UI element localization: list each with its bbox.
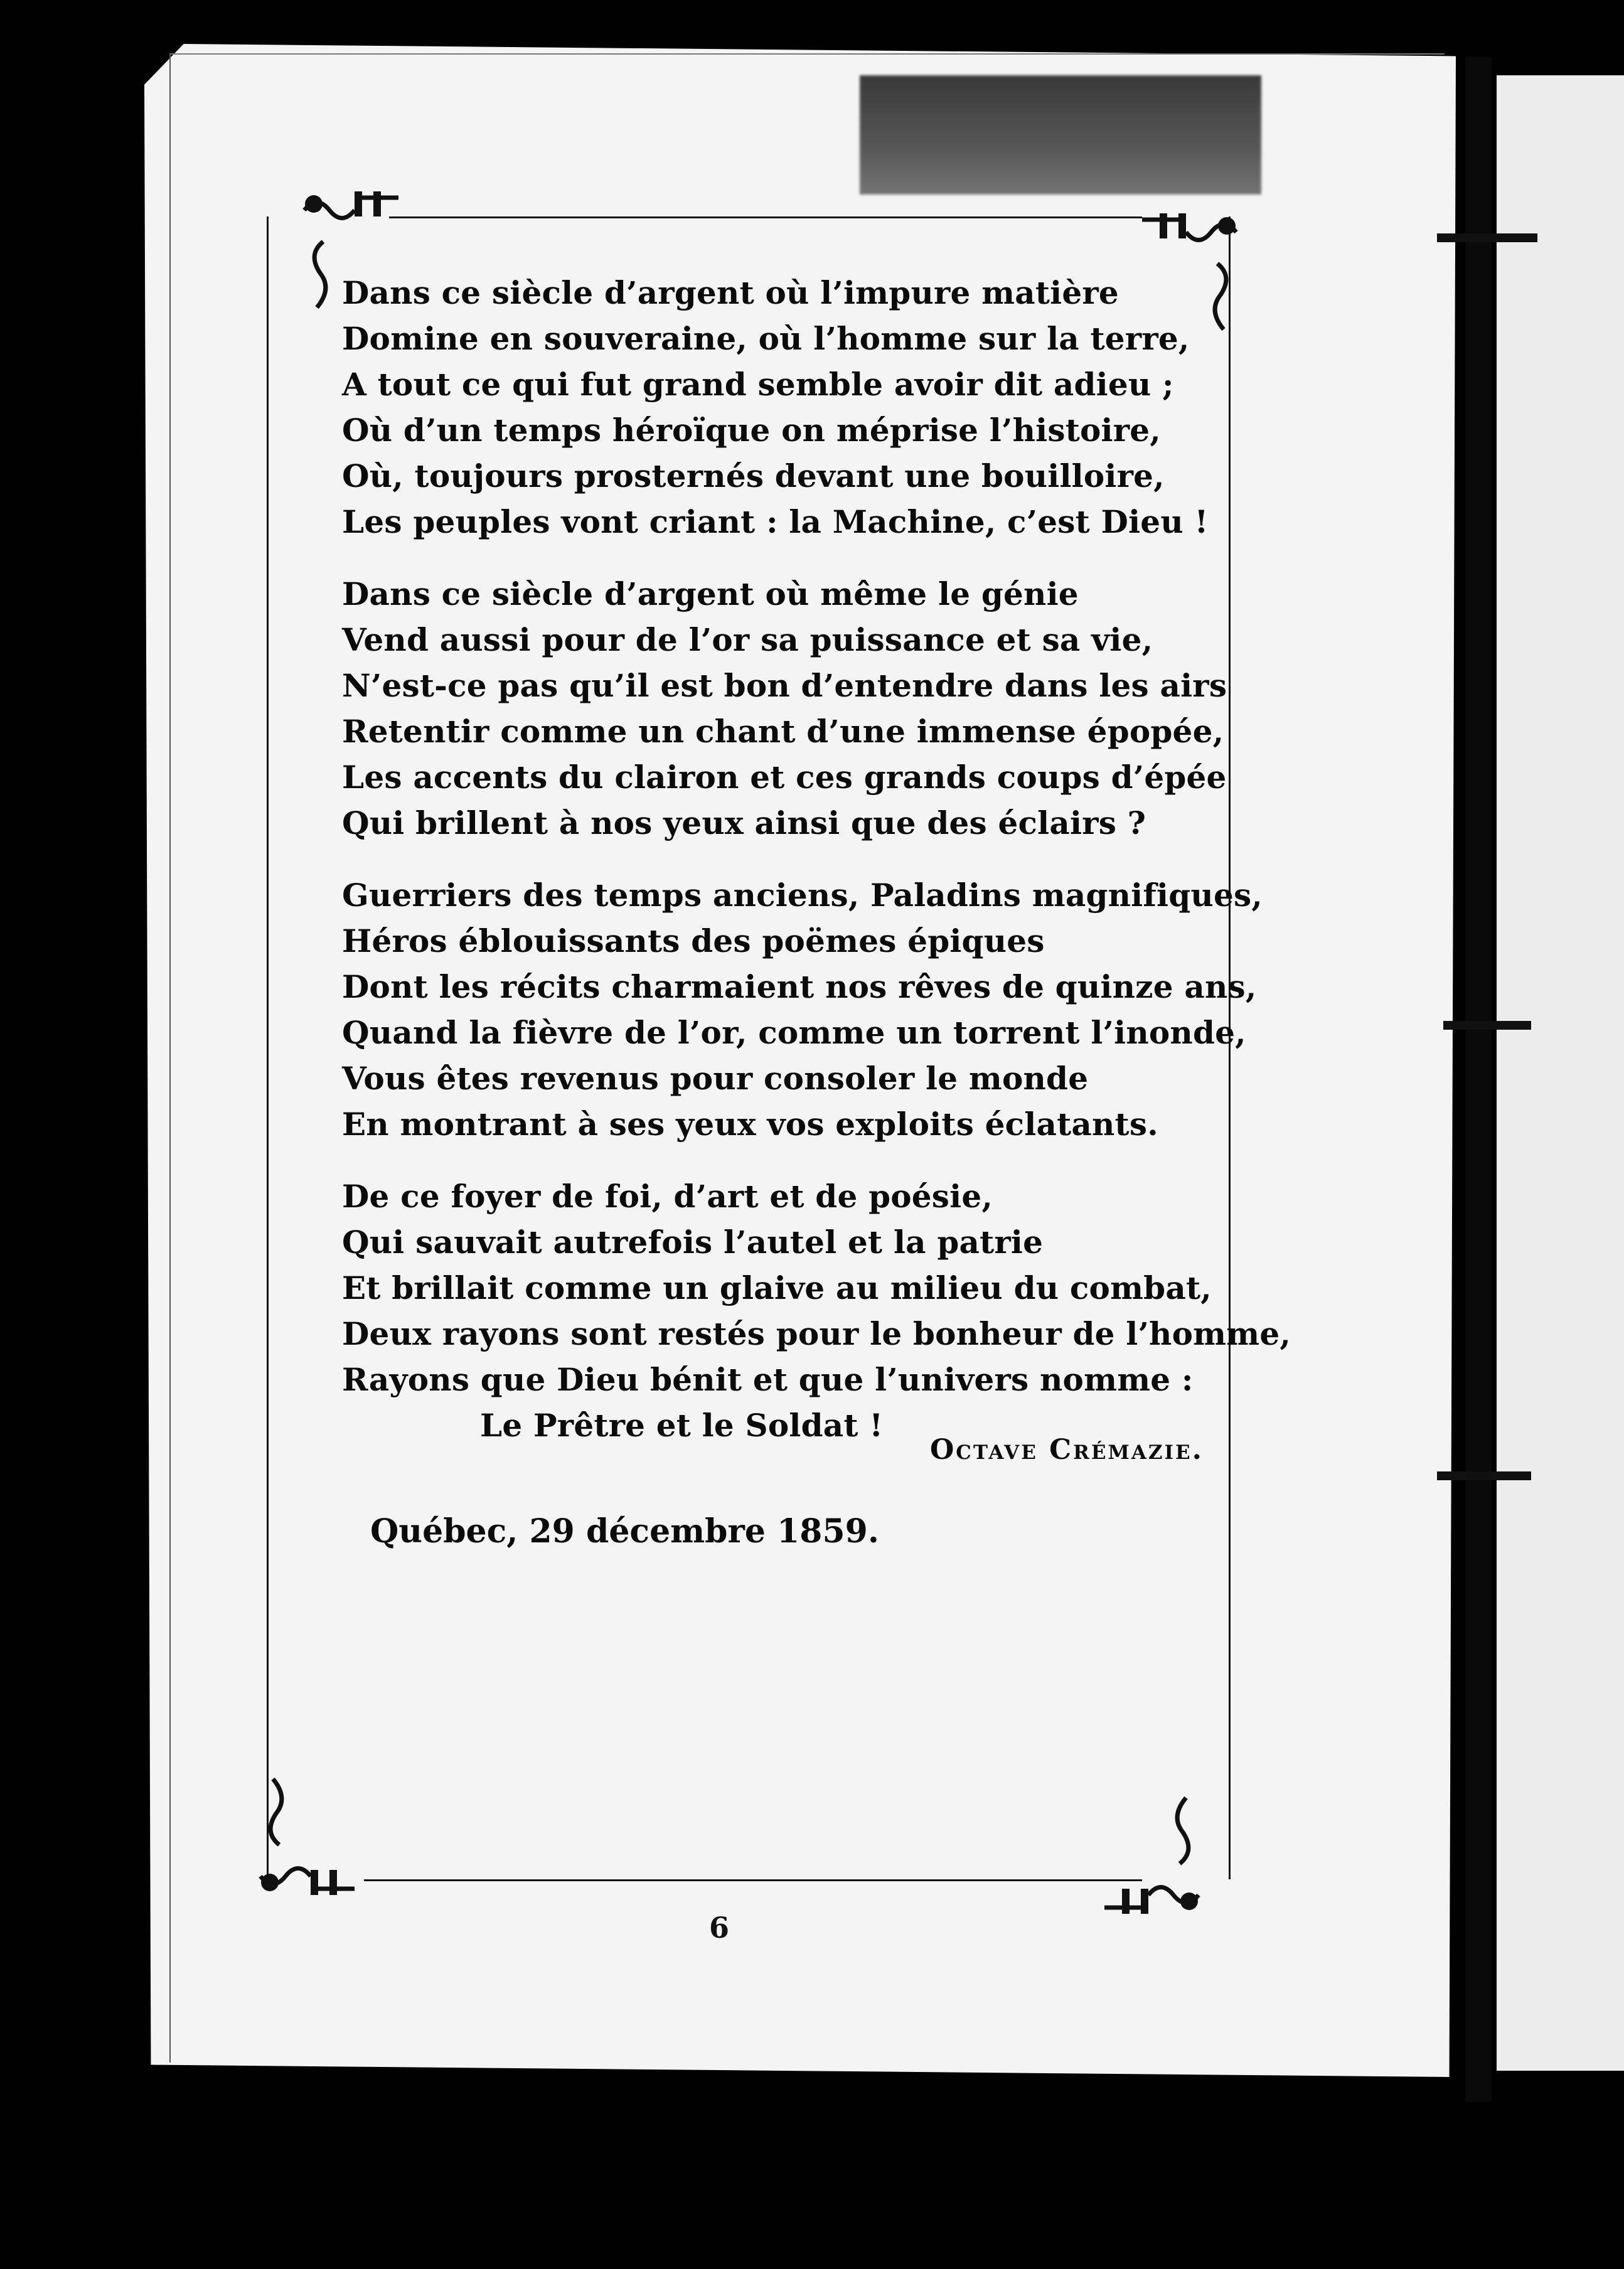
spine-mark [1437,1471,1531,1480]
poem-line: Deux rayons sont restés pour le bonheur de l’homme, [342,1315,1291,1352]
poem-line: Dont les récits charmaient nos rêves de quinze ans, [342,968,1257,1005]
poem-body [342,270,1291,1475]
poem-line: N’est-ce pas qu’il est bon d’entendre dans les airs [342,667,1227,704]
poem-line: Guerriers des temps anciens, Paladins magnifiques, [342,877,1263,914]
poem-line: Les accents du clairon et ces grands coups d’épée [342,759,1227,796]
poem-line: Quand la fièvre de l’or, comme un torrent l’inonde, [342,1014,1246,1051]
stanza [342,1173,1291,1448]
poem-line: Dans ce siècle d’argent où même le génie [342,575,1079,612]
frame-bottom-rule [364,1879,1142,1881]
book-spine [1465,56,1492,2102]
poem-line: Vous êtes revenus pour consoler le monde [342,1060,1089,1097]
poem-line: Domine en souveraine, où l’homme sur la terre, [342,320,1190,357]
poem-line: Rayons que Dieu bénit et que l’univers nomme : [342,1361,1194,1398]
frame-top-rule [389,216,1142,218]
author-signature: Octave Crémazie. [929,1434,1204,1466]
poem-line: En montrant à ses yeux vos exploits éclatants. [342,1106,1158,1143]
poem-line: Et brillait comme un glaive au milieu du combat, [342,1269,1212,1306]
poem-line: Dans ce siècle d’argent où l’impure matière [342,274,1119,311]
dateline: Québec, 29 décembre 1859. [370,1512,879,1551]
poem-closing-line: Le Prêtre et le Soldat ! [480,1407,884,1444]
spine-mark [1437,233,1537,242]
poem-line: Vend aussi pour de l’or sa puissance et sa vie, [342,621,1153,658]
stanza [342,270,1208,545]
page-number: 6 [709,1911,730,1945]
ink-smudge [860,75,1261,195]
lyre-ornament-icon [1092,1795,1217,1920]
stanza [342,571,1227,846]
poem-line: Les peuples vont criant : la Machine, c’est Dieu ! [342,503,1209,540]
poem-line: Où, toujours prosternés devant une bouilloire, [342,457,1165,494]
stanza [342,872,1263,1147]
poem-line: Où d’un temps héroïque on méprise l’histoire, [342,412,1161,449]
spine-mark [1443,1021,1531,1030]
adjacent-page [1497,75,1624,2071]
poem-line: Retentir comme un chant d’une immense épopée, [342,713,1224,750]
poem-line: Qui brillent à nos yeux ainsi que des éclairs ? [342,804,1146,841]
poem-line: A tout ce qui fut grand semble avoir dit adieu ; [342,366,1174,403]
poem-line: Qui sauvait autrefois l’autel et la patrie [342,1224,1044,1261]
poem-line: De ce foyer de foi, d’art et de poésie, [342,1178,993,1215]
lyre-ornament-icon [242,1776,367,1901]
poem-line: Héros éblouissants des poëmes épiques [342,922,1045,959]
